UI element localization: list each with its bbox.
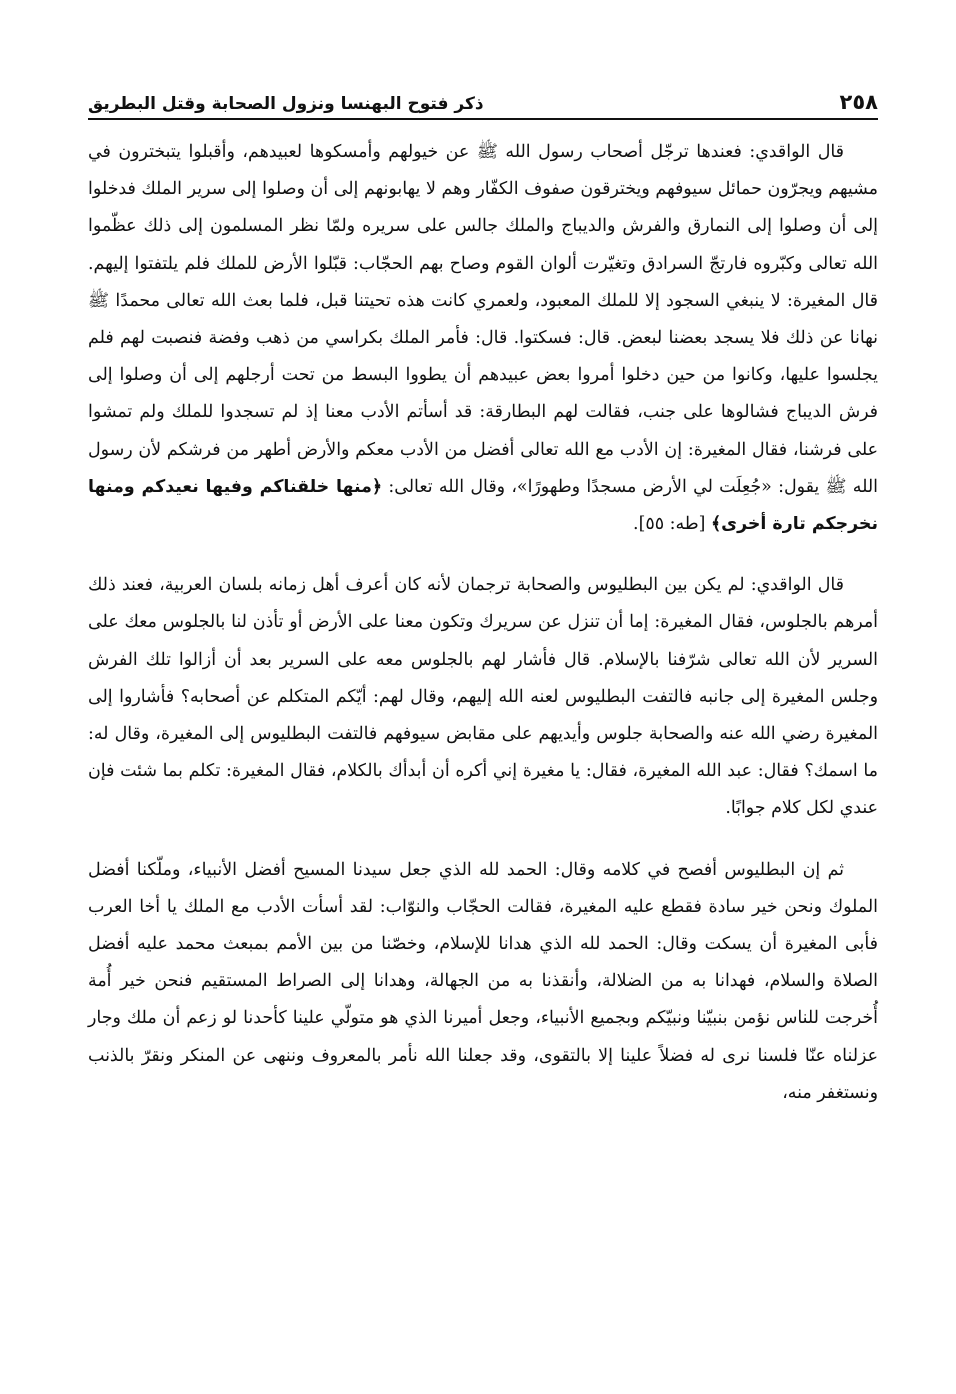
paragraph-3: [88, 852, 878, 1112]
paragraph-1: [88, 134, 878, 543]
page-number: ٢٥٨: [839, 90, 878, 114]
quran-verse: ﴿منها خلقناكم وفيها نعيدكم ومنها نخرجكم تارة أخرى﴾: [88, 476, 878, 535]
paragraph-1-text: قال الواقدي: فعندها ترجّل أصحاب رسول الله ﷺ عن خيولهم وأمسكوها لعبيدهم، وأقبلوا يتبخترون في مشيهم ويجرّون حمائل سيوفهم ويخترقون صفوف الكفّار وهم لا يهابونهم إلى أن وصلوا إلى سرير الملك فدخلوا إلى أن وصلوا إلى النمارق والفرش والديباج والملك جالس على سريره ولمّا نظر المسلمون إلى ذلك عظّموا الله تعالى وكبّروه فارتجّ السرادق وتغيّرت ألوان القوم وصاح بهم الحجّاب: قبّلوا الأرض للملك فلم يلتفتوا إليهم. قال المغيرة: لا ينبغي السجود إلا للملك المعبود، ولعمري كانت هذه تحيتنا قبل، فلما بعث الله تعالى محمدًا ﷺ نهانا عن ذلك فلا يسجد بعضنا لبعض. قال: فسكتوا. قال: فأمر الملك بكراسي من ذهب وفضة فنصبت لهم فلم يجلسوا عليها، وكانوا من حين دخلوا أمروا بعض عبيدهم أن يطووا البسط من تحت أرجلهم إلى أن وصلوا إلى فرش الديباج فشالوها على جنب، فقالت لهم البطارقة: قد أسأتم الأدب معنا إذ لم تسجدوا للملك ولم تمشوا على فرشنا، فقال المغيرة: إن الأدب مع الله تعالى أفضل من الأدب معكم والأرض أطهر من فرشكم لأن رسول الله ﷺ يقول: «جُعِلَت لي الأرض مسجدًا وطهورًا»، وقال الله تعالى:: [88, 142, 879, 497]
verse-citation: [طه: ٥٥].: [633, 514, 706, 535]
running-header: [88, 80, 878, 120]
paragraph-2-text: قال الواقدي: لم يكن بين البطليوس والصحابة ترجمان لأنه كان أعرف أهل زمانه بلسان العربية، فعند ذلك أمرهم بالجلوس، فقال المغيرة: إما أن تنزل عن سريرك وتكون معنا على الأرض أو تأذن لنا بالجلوس معك على السرير لأن الله تعالى شرّفنا بالإسلام. قال فأشار لهم بالجلوس معه على السرير بعد أن أزالوا تلك الفرش وجلس المغيرة إلى جانبه فالتفت البطليوس لعنه الله إليهم، وقال لهم: أيّكم المتكلم عن أصحابه؟ فأشاروا إلى المغيرة رضي الله عنه والصحابة جلوس وأيديهم على مقابض سيوفهم فالتفت البطليوس إلى المغيرة، وقال له: ما اسمك؟ فقال: عبد الله المغيرة، فقال: يا مغيرة إني أكره أن أبدأك بالكلام، فقال المغيرة: تكلم بما شئت فإن عندي لكل كلام جوابًا.: [88, 575, 878, 819]
book-page: [88, 80, 878, 1112]
body-text: [88, 134, 878, 1112]
paragraph-2: [88, 567, 878, 827]
paragraph-3-text: ثم إن البطليوس أفصح في كلامه وقال: الحمد لله الذي جعل سيدنا المسيح أفضل الأنبياء، وملّكنا أفضل الملوك ونحن خير سادة فقطع عليه المغيرة، فقالت الحجّاب والنوّاب: لقد أسأت الأدب مع الملك يا أخا العرب فأبى المغيرة أن يسكت وقال: الحمد لله الذي هدانا للإسلام، وخصّنا من بين الأمم بمبعث محمد عليه أفضل الصلاة والسلام، فهدانا به من الضلالة، وأنقذنا به من الجهالة، وهدانا إلى الصراط المستقيم فنحن خير أُمة أُخرجت للناس نؤمن بنبيّنا ونبيّكم وبجميع الأنبياء، وجعل أميرنا الذي هو متولّي علينا كأحدنا لو زعم أن ملك وجار عزلناه عنّا فلسنا نرى له فضلاً علينا إلا بالتقوى، وقد جعلنا الله نأمر بالمعروف وننهى عن المنكر ونقرّ بالذنب ونستغفر منه،: [88, 859, 878, 1103]
chapter-title: ذكر فتوح البهنسا ونزول الصحابة وقتل البطريق: [88, 94, 484, 114]
